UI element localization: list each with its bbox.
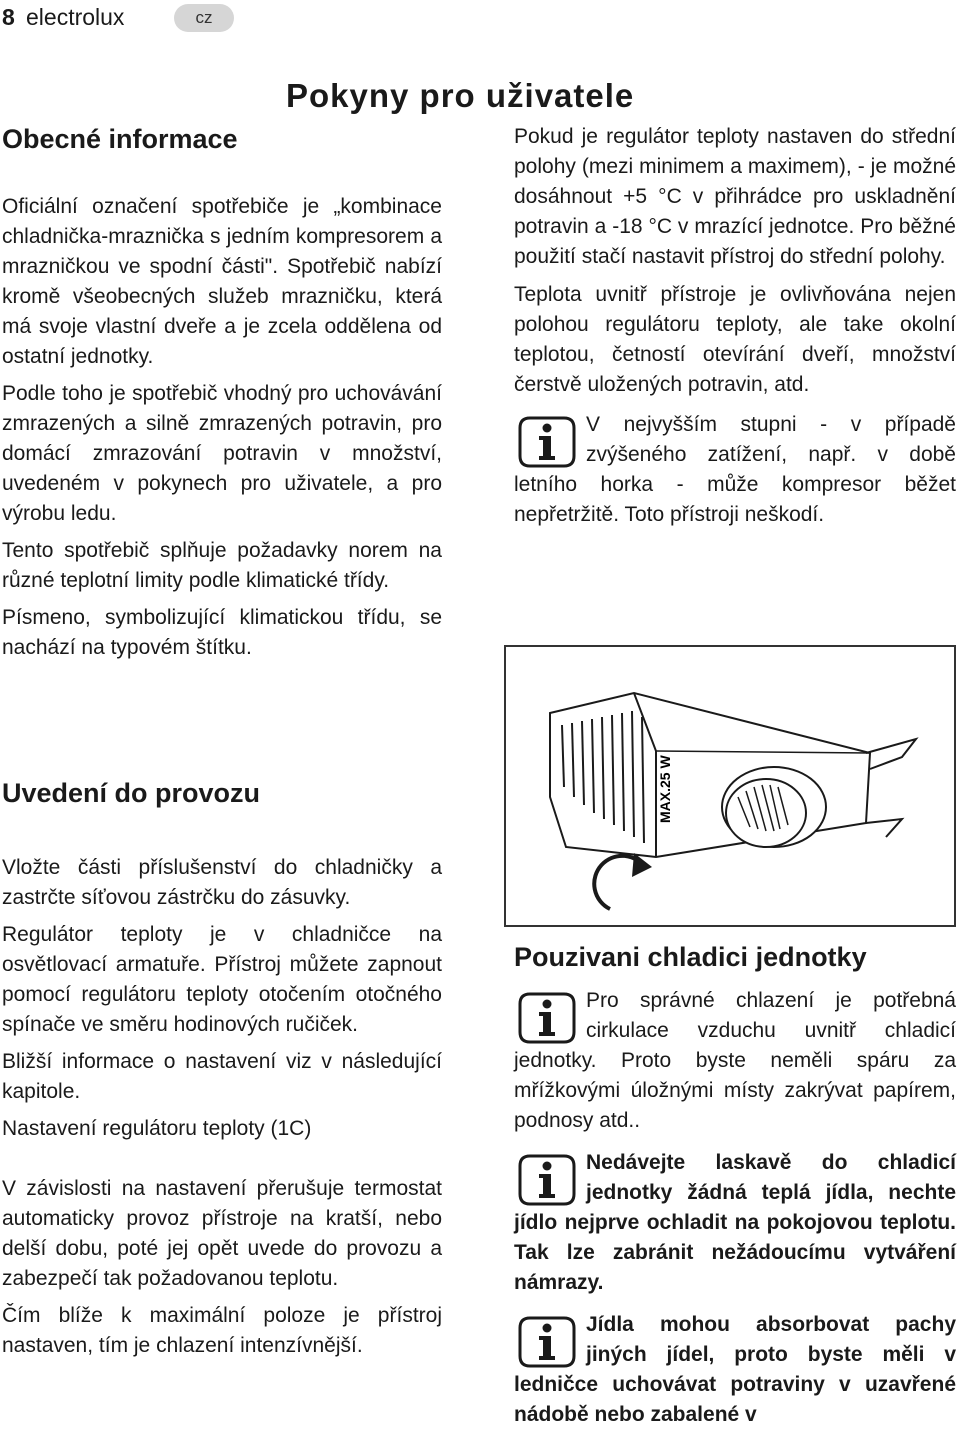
- info-note: [514, 1310, 956, 1430]
- page-title: Pokyny pro uživatele: [286, 77, 635, 114]
- clockwise-arrow-icon: [594, 853, 652, 909]
- usage-heading: Pouzivani chladici jednotky: [514, 942, 867, 972]
- language-badge: cz: [174, 4, 234, 32]
- usage-section: [514, 940, 956, 1430]
- startup-heading: Uvedení do provozu: [2, 778, 261, 808]
- info-note-text: Nedávejte laskavě do chladicí jednotky žádná teplá jídla, nechte jídlo nejprve ochladit na pokojovou teplotu. Tak lze zabránit nežádoucímu vytváření námrazy.: [514, 1151, 956, 1294]
- right-paragraph: Pokud je regulátor teploty nastaven do střední polohy (mezi minimem a maximem), - je možné dosáhnout +5 °C v přihrádce pro uskladnění potravin a -18 °C v mrazící jednotce. Pro běžné použití stačí nastavit přístroj do střední polohy.: [514, 125, 956, 268]
- general-text: [2, 192, 442, 663]
- info-note: [514, 410, 956, 530]
- info-icon: [516, 1150, 578, 1206]
- right-text: [514, 122, 956, 530]
- startup-paragraph: Čím blíže k maximální poloze je přístroj nastaven, tím je chlazení intenzívnější.: [2, 1304, 442, 1357]
- brand-name: electrolux: [26, 4, 125, 30]
- general-paragraph: Písmeno, symbolizující klimatickou třídu, se nachází na typovém štítku.: [2, 606, 442, 659]
- page-number: 8: [2, 4, 15, 30]
- lamp-rating-label: MAX.25 W: [657, 755, 673, 823]
- thermostat-knob[interactable]: [726, 779, 806, 847]
- startup-paragraph: Vložte části příslušenství do chladničky a zastrčte síťovou zástrčku do zásuvky.: [2, 856, 442, 909]
- startup-paragraph: V závislosti na nastavení přerušuje termostat automaticky provoz přístroje na kratší, nebo delší dobu, poté jej opět uvede do provozu a zabezpečí tak požadovanou teplotu.: [2, 1177, 442, 1290]
- startup-paragraph: Regulátor teploty je v chladničce na osvětlovací armatuře. Přístroj můžete zapnout pomocí regulátoru teploty otočením otočného spínače ve směru hodinových ručiček.: [2, 923, 442, 1036]
- info-icon: [516, 412, 578, 468]
- startup-text: [2, 853, 442, 1361]
- info-note-text: Pro správné chlazení je potřebná cirkulace vzduchu uvnitř chladicí jednotky. Proto byste neměli spáru za mřížkovými úložnými místy zakrývat papírem, podnosy atd..: [514, 989, 956, 1132]
- startup-paragraph: Bližší informace o nastavení viz v následující kapitole.: [2, 1050, 442, 1103]
- right-paragraph: Teplota uvnitř přístroje je ovlivňována nejen polohou regulátoru teploty, ale take okolní teplotou, četností otevírání dveří, množství čerstvě uložených potravin, atd.: [514, 283, 956, 396]
- info-note-text: V nejvyšším stupni - v případě zvýšeného zatížení, např. v době letního horka - může kompresor běžet nepřetržitě. Toto přístroji neškodí.: [514, 413, 956, 526]
- thermostat-illustration: [506, 647, 954, 925]
- thermostat-figure: [504, 645, 956, 927]
- general-paragraph: Podle toho je spotřebič vhodný pro uchovávání zmrazených a silně zmrazených potravin, pro domácí zmrazování potravin v množství, uvedeném v pokynech pro uživatele, a pro výrobu ledu.: [2, 382, 442, 525]
- info-note: [514, 986, 956, 1136]
- info-icon: [516, 988, 578, 1044]
- general-paragraph: Tento spotřebič splňuje požadavky norem na různé teplotní limity podle klimatické třídy.: [2, 539, 442, 592]
- info-icon: [516, 1312, 578, 1368]
- setting-caption: Nastavení regulátoru teploty (1C): [2, 1117, 312, 1140]
- general-section: [2, 122, 442, 156]
- general-heading: Obecné informace: [2, 124, 238, 154]
- info-note: [514, 1148, 956, 1298]
- startup-section: [2, 776, 442, 810]
- general-paragraph: Oficiální označení spotřebiče je „kombinace chladnička-mraznička s jedním kompresorem a mrazničkou ve spodní části". Spotřebič nabízí kromě všeobecných služeb mrazničku, která má svoje vlastní dveře a je zcela oddělena od ostatní jednotky.: [2, 195, 442, 368]
- page-header: [0, 2, 260, 32]
- info-note-text: Jídla mohou absorbovat pachy jiných jídel, proto byste měli v ledničce uchovávat potraviny v uzavřené nádobě nebo zabalené v: [514, 1313, 956, 1426]
